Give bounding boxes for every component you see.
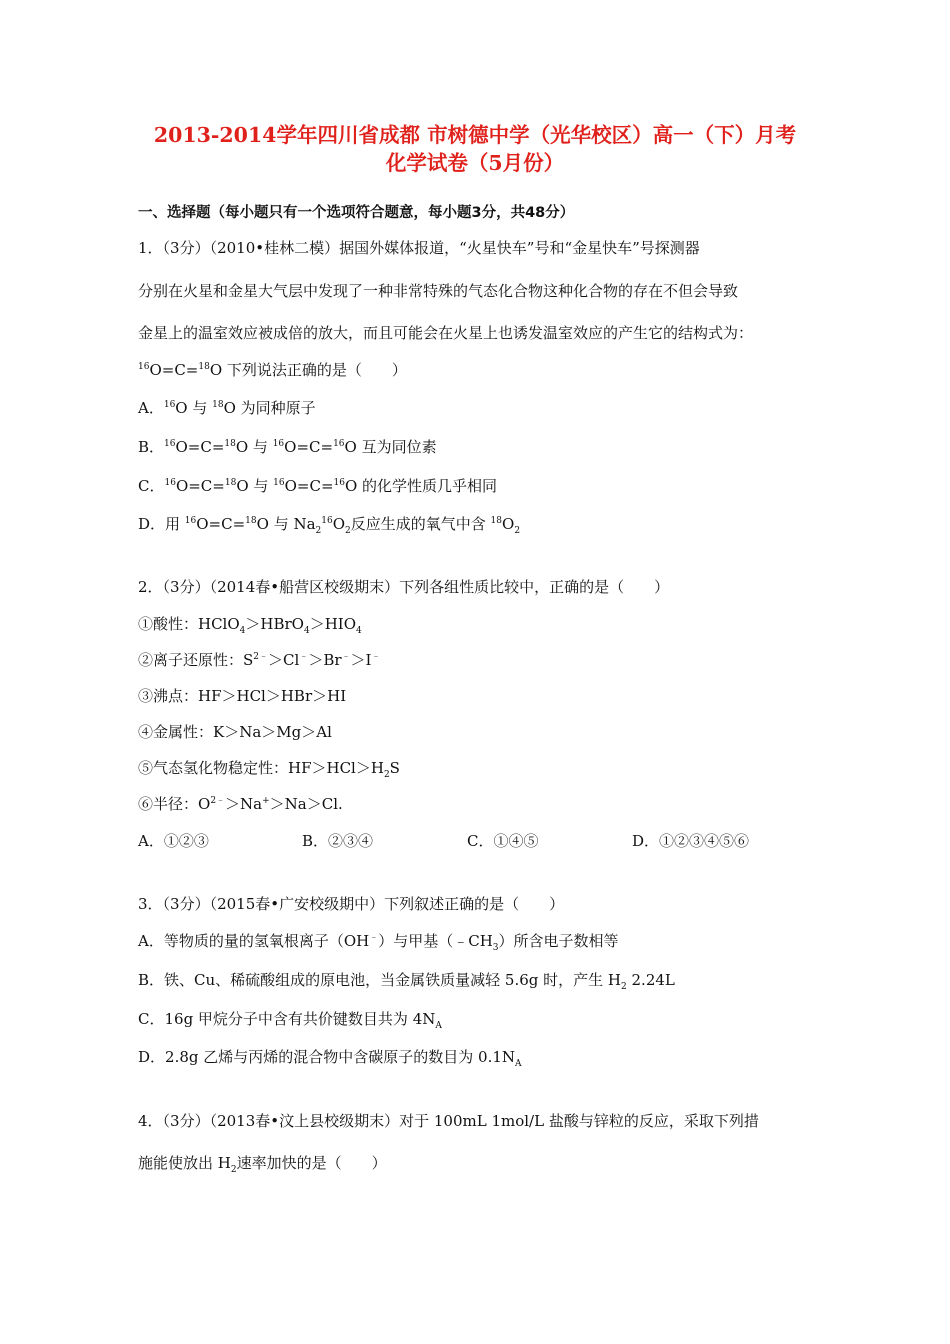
q3-stem: 3．（3分）（2015春•广安校级期中）下列叙述正确的是（ ） bbox=[138, 895, 565, 913]
text: O 互为同位素 bbox=[344, 438, 437, 456]
superscript: 2﹣ bbox=[210, 796, 226, 806]
q1-option-c bbox=[138, 476, 497, 496]
text: ⑤气态氢化物稳定性：HF＞HCl＞H bbox=[138, 759, 384, 777]
superscript: 18 bbox=[490, 516, 502, 526]
superscript: + bbox=[262, 796, 270, 806]
text: O 与 bbox=[175, 399, 213, 417]
superscript: 16 bbox=[333, 439, 345, 449]
q2-item-4: ④金属性：K＞Na＞Mg＞Al bbox=[138, 723, 332, 741]
text: O 与 Na bbox=[256, 515, 316, 533]
superscript: 16 bbox=[138, 362, 150, 372]
subscript: 2 bbox=[230, 1165, 237, 1175]
text: O=C= bbox=[284, 438, 334, 456]
text: O=C= bbox=[196, 515, 246, 533]
text: 速率加快的是（ ） bbox=[236, 1154, 387, 1172]
q2-option-c: C．①④⑤ bbox=[467, 832, 539, 850]
text: O 与 bbox=[236, 477, 274, 495]
q3-option-b bbox=[138, 970, 675, 990]
text: ）所含电子数相等 bbox=[498, 932, 619, 950]
text: ＞HIO bbox=[309, 615, 357, 633]
q3-option-d bbox=[138, 1047, 522, 1067]
text: S bbox=[389, 759, 400, 777]
text: ①酸性：HClO bbox=[138, 615, 240, 633]
q1-option-b bbox=[138, 437, 437, 457]
exam-title-line-2: 化学试卷（5月份） bbox=[385, 151, 565, 175]
q2-item-1 bbox=[138, 614, 362, 634]
q3-option-a bbox=[138, 931, 619, 951]
superscript: 16 bbox=[163, 400, 176, 410]
text: O=C= bbox=[284, 477, 334, 495]
text: O bbox=[332, 515, 346, 533]
subscript: 4 bbox=[239, 626, 246, 636]
subscript: 4 bbox=[303, 626, 310, 636]
q2-item-3: ③沸点：HF＞HCl＞HBr＞HI bbox=[138, 687, 347, 705]
text: D．2.8g 乙烯与丙烯的混合物中含碳原子的数目为 0.1N bbox=[138, 1048, 516, 1066]
q1-stem-line-1: 1．（3分）（2010•桂林二模）据国外媒体报道，“火星快车”号和“金星快车”号探测器 bbox=[138, 239, 700, 257]
text: O=C= bbox=[149, 361, 199, 379]
q2-item-6 bbox=[138, 794, 343, 814]
superscript: 18 bbox=[245, 516, 257, 526]
q1-stem-line-2: 分别在火星和金星大气层中发现了一种非常特殊的气态化合物这种化合物的存在不但会导致 bbox=[138, 282, 739, 300]
text: A．等物质的量的氢氧根离子（OH bbox=[138, 932, 370, 950]
exam-title-line-1: 2013-2014学年四川省成都 市树德中学（光华校区）高一（下）月考 bbox=[153, 123, 797, 147]
q2-option-d: D．①②③④⑤⑥ bbox=[632, 832, 750, 850]
superscript: 16 bbox=[273, 478, 285, 488]
superscript: 16 bbox=[321, 516, 333, 526]
q2-option-a: A．①②③ bbox=[138, 832, 209, 850]
superscript: 2﹣ bbox=[253, 652, 269, 662]
q2-item-5 bbox=[138, 758, 400, 778]
q3-option-c bbox=[138, 1009, 442, 1029]
text: 2.24L bbox=[626, 971, 675, 989]
subscript: 2 bbox=[621, 982, 627, 992]
option-prefix: D．用 bbox=[138, 515, 185, 533]
text: ＞Cl bbox=[268, 651, 300, 669]
superscript: 16 bbox=[272, 439, 285, 449]
superscript: ﹣ bbox=[369, 933, 379, 943]
text: ＞Na＞Cl. bbox=[269, 795, 343, 813]
subscript: A bbox=[515, 1059, 522, 1069]
text: O 为同种原子 bbox=[223, 399, 316, 417]
subscript: 2 bbox=[514, 526, 521, 536]
text: O 与 bbox=[235, 438, 273, 456]
superscript: ﹣ bbox=[371, 652, 381, 662]
q1-option-a bbox=[138, 398, 316, 418]
subscript: 4 bbox=[356, 626, 362, 636]
text: 施能使放出 H bbox=[138, 1154, 231, 1172]
superscript: 16 bbox=[184, 516, 197, 526]
text: ＞HBrO bbox=[245, 615, 304, 633]
superscript: 18 bbox=[224, 478, 237, 488]
q1-stem-line-4 bbox=[138, 360, 407, 380]
subscript: 2 bbox=[383, 770, 390, 780]
text: ②离子还原性：S bbox=[138, 651, 254, 669]
superscript: 16 bbox=[164, 439, 176, 449]
text: O bbox=[502, 515, 515, 533]
text: ＞I bbox=[350, 651, 372, 669]
text: O=C= bbox=[175, 477, 225, 495]
q2-option-b: B．②③④ bbox=[302, 832, 374, 850]
text: C．16g 甲烷分子中含有共价键数目共为 4N bbox=[138, 1010, 436, 1028]
exam-title bbox=[60, 121, 890, 177]
text: ）与甲基（﹣CH bbox=[378, 932, 493, 950]
superscript: 16 bbox=[164, 478, 176, 488]
text: ＞Br bbox=[308, 651, 342, 669]
text: ⑥半径：O bbox=[138, 795, 211, 813]
q2-item-2 bbox=[138, 650, 380, 670]
q1-option-d bbox=[138, 514, 520, 534]
text: O 下列说法正确的是（ ） bbox=[209, 361, 407, 379]
subscript: A bbox=[435, 1021, 442, 1031]
q2-stem: 2．（3分）（2014春•船营区校级期末）下列各组性质比较中，正确的是（ ） bbox=[138, 578, 670, 596]
option-prefix: C． bbox=[138, 477, 165, 495]
q4-stem-line-2 bbox=[138, 1153, 387, 1173]
option-prefix: B． bbox=[138, 438, 165, 456]
text: O=C= bbox=[175, 438, 225, 456]
subscript: 2 bbox=[315, 526, 322, 536]
text: ＞Na bbox=[225, 795, 263, 813]
superscript: 18 bbox=[224, 439, 236, 449]
superscript: ﹣ bbox=[299, 652, 309, 662]
text: B．铁、Cu、稀硫酸组成的原电池，当金属铁质量减轻 5.6g 时，产生 H bbox=[138, 971, 622, 989]
subscript: 2 bbox=[345, 526, 351, 536]
superscript: ﹣ bbox=[341, 652, 351, 662]
superscript: 18 bbox=[212, 400, 224, 410]
superscript: 16 bbox=[333, 478, 345, 488]
q1-stem-line-3: 金星上的温室效应被成倍的放大，而且可能会在火星上也诱发温室效应的产生它的结构式为： bbox=[138, 324, 754, 342]
superscript: 18 bbox=[198, 362, 210, 372]
section-heading: 一、选择题（每小题只有一个选项符合题意，每小题3分，共48分） bbox=[138, 205, 575, 221]
option-prefix: A． bbox=[138, 399, 164, 417]
q4-stem-line-1: 4．（3分）（2013春•汶上县校级期末）对于 100mL 1mol/L 盐酸与锌粒的反应，采取下列措 bbox=[138, 1112, 759, 1130]
subscript: 3 bbox=[492, 943, 499, 953]
text: O 的化学性质几乎相同 bbox=[344, 477, 498, 495]
text: 反应生成的氧气中含 bbox=[350, 515, 491, 533]
